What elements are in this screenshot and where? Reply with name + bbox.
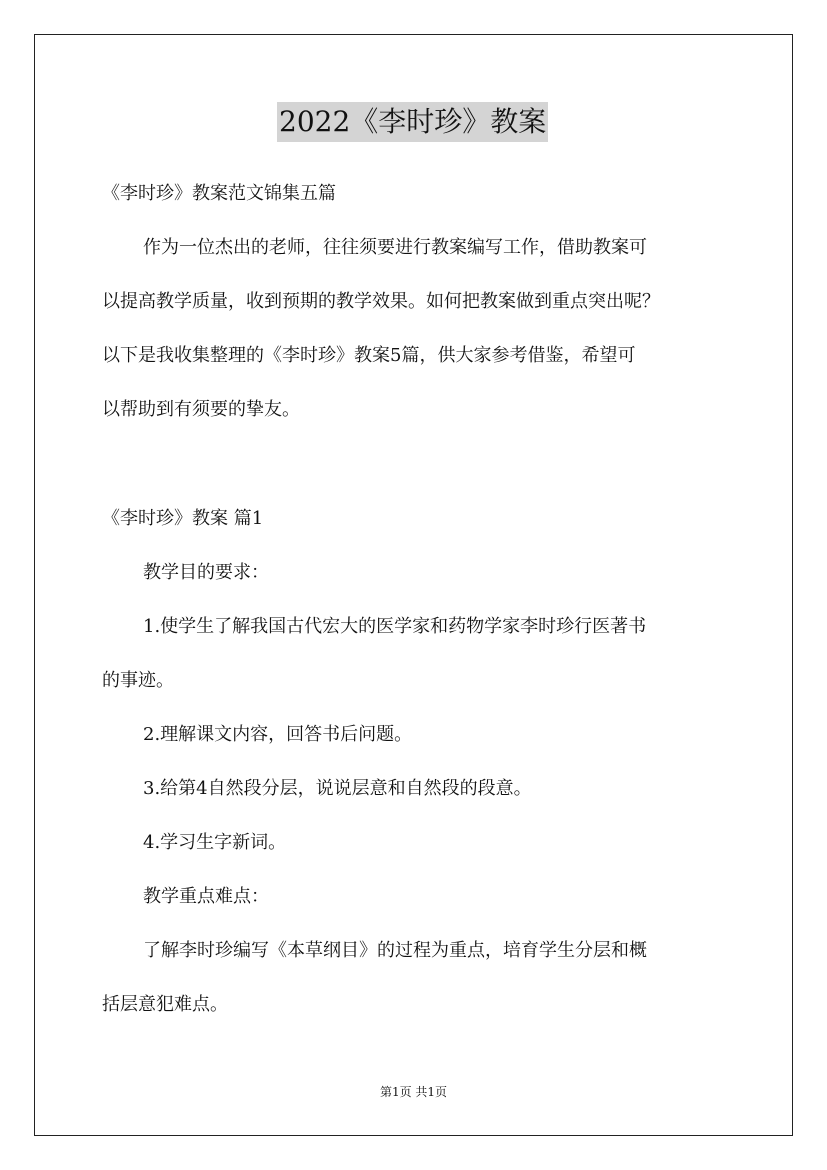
goal-2: 2.理解课文内容，回答书后问题。 [143,724,413,745]
intro-line-3: 以下是我收集整理的《李时珍》教案5篇，供大家参考借鉴，希望可 [102,345,636,366]
document-title: 2022《李时珍》教案 [277,102,548,142]
goals-heading: 教学目的要求： [143,562,269,583]
intro-line-2: 以提高教学质量，收到预期的教学效果。如何把教案做到重点突出呢？ [102,291,660,312]
goal-1-line-1: 1.使学生了解我国古代宏大的医学家和药物学家李时珍行医著书 [143,616,647,637]
subtitle: 《李时珍》教案范文锦集五篇 [102,183,336,204]
key-line-2: 括层意犯难点。 [102,994,228,1015]
intro-line-4: 以帮助到有须要的挚友。 [102,399,300,420]
goal-4: 4.学习生字新词。 [143,832,287,853]
section-heading: 《李时珍》教案 篇1 [102,508,264,529]
intro-line-1: 作为一位杰出的老师，往往须要进行教案编写工作，借助教案可 [143,237,647,258]
key-line-1: 了解李时珍编写《本草纲目》的过程为重点，培育学生分层和概 [143,940,647,961]
goal-3: 3.给第4自然段分层，说说层意和自然段的段意。 [143,778,532,799]
key-heading: 教学重点难点： [143,886,269,907]
goal-1-line-2: 的事迹。 [102,670,174,691]
page-footer: 第1页 共1页 [379,1085,448,1099]
